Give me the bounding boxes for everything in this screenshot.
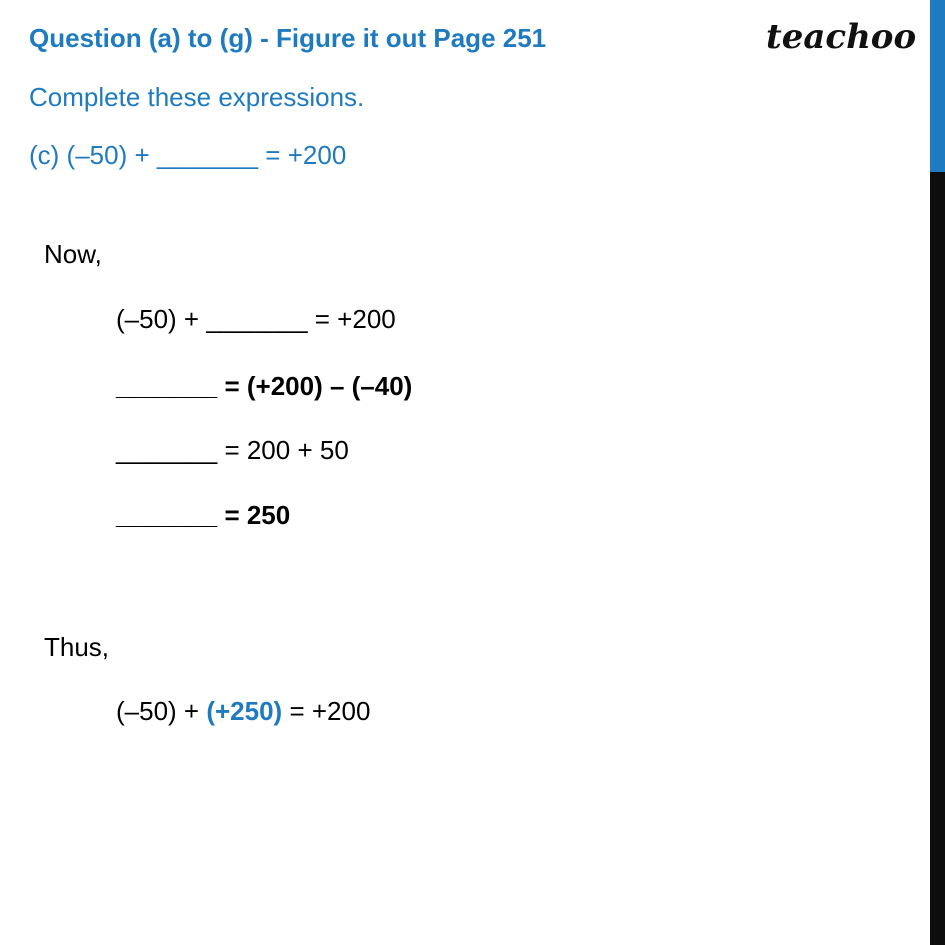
solution-step-2: _______ = (+200) – (–40) [116, 371, 413, 401]
final-answer-value: (+250) [206, 696, 283, 726]
solution-step-4: _______ = 250 [116, 500, 291, 530]
teachoo-logo: teachoo [766, 17, 917, 57]
solution-step-1: (–50) + _______ = +200 [116, 304, 396, 334]
final-answer-line [116, 698, 370, 724]
final-prefix: (–50) + [116, 696, 207, 726]
question-instruction: Complete these expressions. [29, 82, 365, 112]
solution-step-3: _______ = 200 + 50 [116, 435, 349, 465]
question-part-c: (c) (–50) + _______ = +200 [29, 140, 347, 170]
solution-intro: Now, [44, 239, 102, 269]
scrollbar-thumb[interactable] [930, 0, 945, 172]
final-suffix: = +200 [282, 696, 371, 726]
page-title: Question (a) to (g) - Figure it out Page 251 [29, 23, 547, 53]
vertical-scrollbar[interactable] [930, 0, 945, 945]
conclusion-label: Thus, [44, 632, 110, 662]
